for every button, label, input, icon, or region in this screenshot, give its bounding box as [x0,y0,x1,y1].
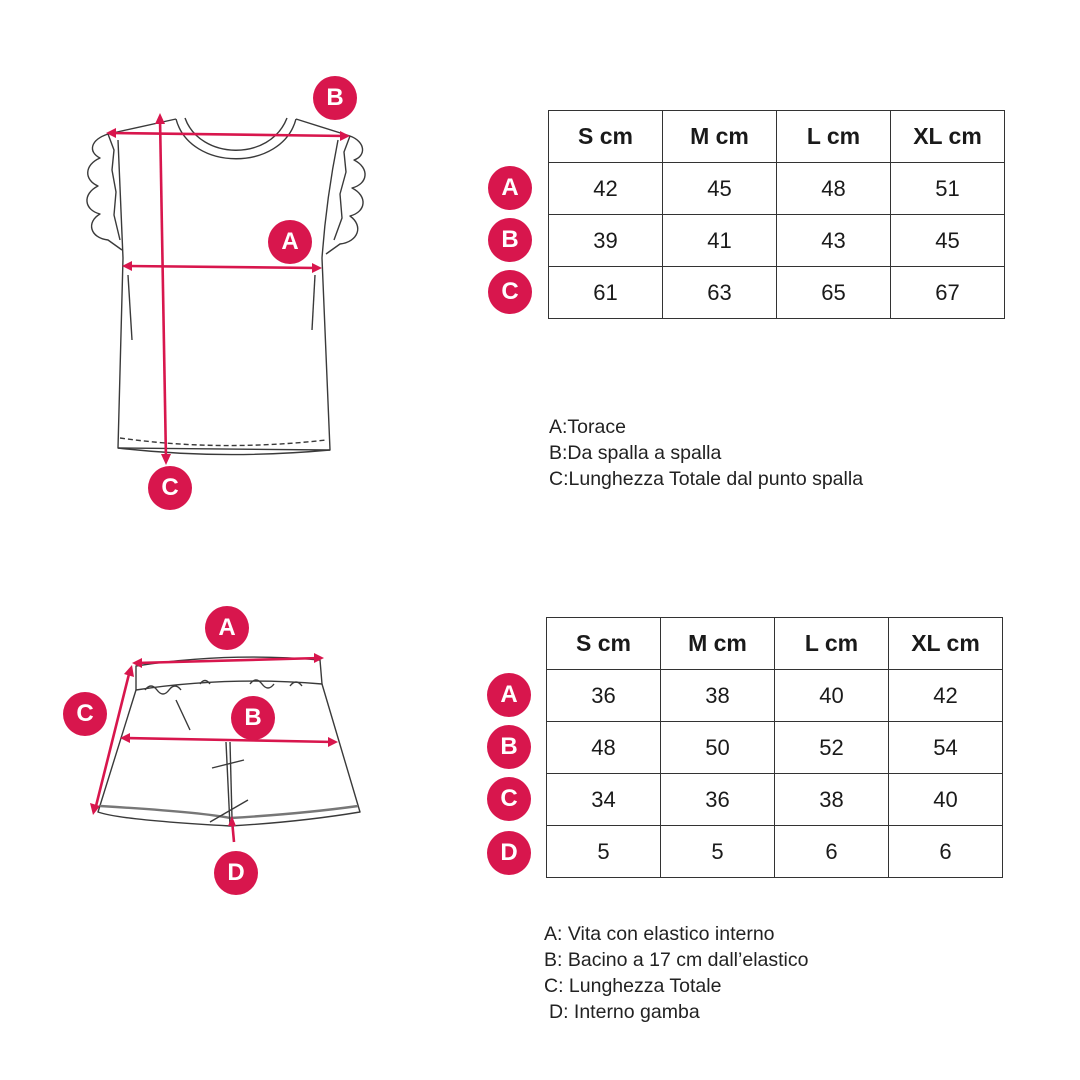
table-cell: 40 [889,774,1003,826]
table-cell: 43 [777,215,891,267]
table-cell: 50 [661,722,775,774]
column-header: M cm [661,618,775,670]
shorts-row-badge-c: C [487,777,531,821]
shorts-badge-a: A [205,606,249,650]
shorts-row-badge-d: D [487,831,531,875]
table-cell: 38 [661,670,775,722]
table-header-row [549,111,1005,163]
table-header-row [547,618,1003,670]
table-cell: 40 [775,670,889,722]
table-row [547,670,1003,722]
table-cell: 34 [547,774,661,826]
legend-item: A:Torace [549,416,626,438]
table-cell: 36 [547,670,661,722]
table-cell: 38 [775,774,889,826]
shorts-row-badge-a: A [487,673,531,717]
table-cell: 6 [889,826,1003,878]
table-cell: 6 [775,826,889,878]
table-cell: 36 [661,774,775,826]
column-header: L cm [775,618,889,670]
table-row [547,826,1003,878]
top-badge-b: B [313,76,357,120]
shorts-size-table [546,617,1003,878]
shorts-row-badge-b: B [487,725,531,769]
table-row [549,267,1005,319]
table-cell: 65 [777,267,891,319]
table-cell: 5 [661,826,775,878]
shorts-badge-b: B [231,696,275,740]
table-cell: 42 [549,163,663,215]
table-cell: 5 [547,826,661,878]
top-size-table [548,110,1005,319]
table-cell: 51 [891,163,1005,215]
table-cell: 45 [663,163,777,215]
table-cell: 45 [891,215,1005,267]
legend-item: D: Interno gamba [549,1001,700,1023]
top-row-badge-b: B [488,218,532,262]
column-header: XL cm [891,111,1005,163]
top-row-badge-c: C [488,270,532,314]
table-cell: 48 [777,163,891,215]
legend-item: B: Bacino a 17 cm dall’elastico [544,949,809,971]
legend-item: C: Lunghezza Totale [544,975,722,997]
top-legend [549,414,863,492]
column-header: M cm [663,111,777,163]
table-row [549,163,1005,215]
table-cell: 41 [663,215,777,267]
legend-item: C:Lunghezza Totale dal punto spalla [549,468,864,490]
shorts-legend [544,921,808,1025]
table-row [549,215,1005,267]
legend-item: A: Vita con elastico interno [544,923,775,945]
top-row-badge-a: A [488,166,532,210]
column-header: L cm [777,111,891,163]
top-badge-c: C [148,466,192,510]
shorts-badge-c: C [63,692,107,736]
table-cell: 42 [889,670,1003,722]
table-cell: 54 [889,722,1003,774]
column-header: XL cm [889,618,1003,670]
column-header: S cm [549,111,663,163]
table-cell: 39 [549,215,663,267]
legend-item: B:Da spalla a spalla [549,442,722,464]
top-badge-a: A [268,220,312,264]
table-cell: 48 [547,722,661,774]
table-cell: 52 [775,722,889,774]
table-cell: 63 [663,267,777,319]
table-row [547,722,1003,774]
table-row [547,774,1003,826]
table-cell: 67 [891,267,1005,319]
column-header: S cm [547,618,661,670]
shorts-badge-d: D [214,851,258,895]
table-cell: 61 [549,267,663,319]
